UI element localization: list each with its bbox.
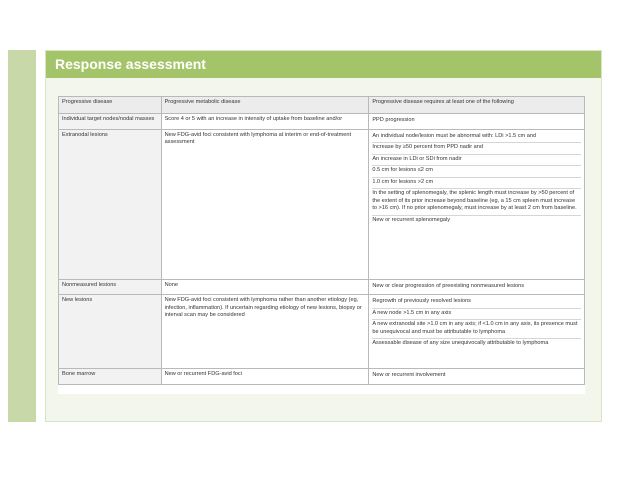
metabolic-cell: None: [161, 279, 369, 295]
criterion: A new extranodal site >1.0 cm in any axis; if <1.0 cm in any axis, its presence must be unequivocal and must be attributable to lymphoma: [372, 320, 581, 339]
response-table: [58, 96, 585, 385]
criteria-cell: [369, 114, 585, 130]
criterion: Increase by ≥50 percent from PPD nadir and: [372, 143, 581, 155]
criterion: New or recurrent splenomegaly: [372, 216, 451, 223]
column-header: Progressive disease requires at least one of the following: [369, 97, 585, 114]
response-table-image: [58, 96, 585, 394]
table-row: [59, 129, 585, 279]
left-accent-bar: [8, 50, 36, 422]
row-label: Nonmeasured lesions: [59, 279, 162, 295]
table-row: [59, 295, 585, 369]
criterion: 0.5 cm for lesions ≤2 cm: [372, 166, 581, 178]
row-label: Bone marrow: [59, 369, 162, 385]
slide-title: Response assessment: [55, 56, 206, 72]
column-header: Progressive metabolic disease: [161, 97, 369, 114]
criterion: An individual node/lesion must be abnormal with: LDi >1.5 cm and: [372, 132, 581, 144]
criteria-cell: [369, 295, 585, 369]
criterion: New or recurrent involvement: [372, 372, 446, 379]
content-panel: [45, 50, 602, 422]
table-row: [59, 279, 585, 295]
criterion: New or clear progression of preexisting nonmeasured lesions: [372, 282, 525, 289]
criteria-cell: [369, 279, 585, 295]
row-label: Individual target nodes/nodal masses: [59, 114, 162, 130]
column-header: Progressive disease: [59, 97, 162, 114]
criterion: Assessable disease of any size unequivocally attributable to lymphoma: [372, 340, 549, 347]
table-row: [59, 114, 585, 130]
criteria-cell: [369, 129, 585, 279]
metabolic-cell: Score 4 or 5 with an increase in intensity of uptake from baseline and/or: [161, 114, 369, 130]
metabolic-cell: New FDG-avid foci consistent with lymphoma at interim or end-of-treatment assessment: [161, 129, 369, 279]
table-row: [59, 369, 585, 385]
row-label: New lesions: [59, 295, 162, 369]
criterion: In the setting of splenomegaly, the splenic length must increase by >50 percent of the extent of its prior increase beyond baseline (eg, a 15 cm spleen must increase to >16 cm). If no prior splenomegaly, must increase by at least 2 cm from baseline.: [372, 189, 581, 216]
title-bar: [46, 51, 601, 78]
criterion: Regrowth of previously resolved lesions: [372, 297, 581, 309]
criteria-cell: [369, 369, 585, 385]
criterion: A new node >1.5 cm in any axis: [372, 309, 581, 321]
criterion: 1.0 cm for lesions >2 cm: [372, 178, 581, 190]
criterion: An increase in LDi or SDi from nadir: [372, 155, 581, 167]
criterion: PPD progression: [372, 117, 415, 123]
table-header-row: [59, 97, 585, 114]
metabolic-cell: New FDG-avid foci consistent with lymphoma rather than another etiology (eg, infection, inflammation). If uncertain regarding etiology of new lesions, biopsy or interval scan may be considered: [161, 295, 369, 369]
row-label: Extranodal lesions: [59, 129, 162, 279]
metabolic-cell: New or recurrent FDG-avid foci: [161, 369, 369, 385]
